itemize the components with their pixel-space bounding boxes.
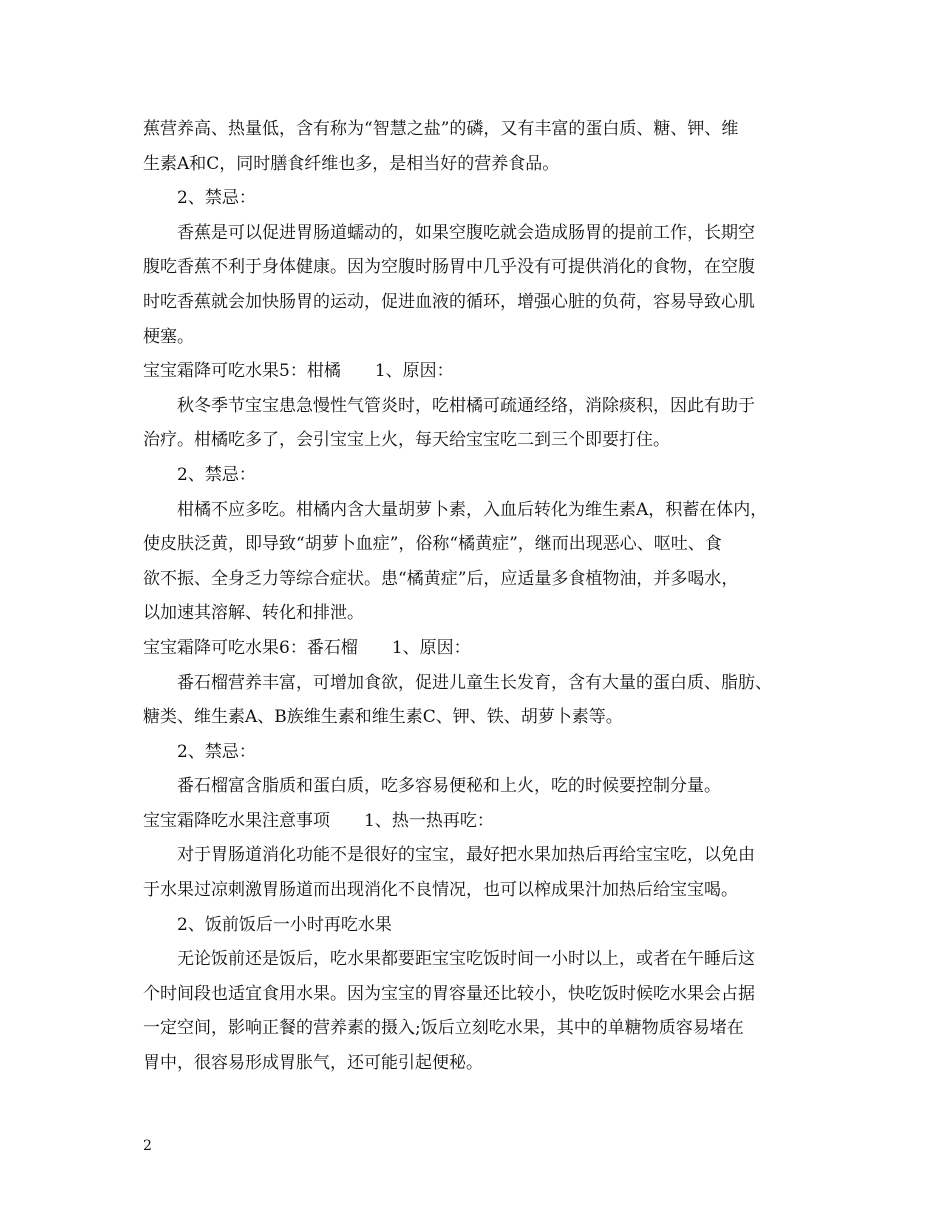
text-line: 无论饭前还是饭后，吃水果都要距宝宝吃饭时间一小时以上，或者在午睡后这 [177, 949, 755, 970]
text-line: 以加速其溶解、转化和排泄。 [143, 603, 364, 624]
text-line: 2、禁忌： [177, 464, 256, 485]
text-line: 秋冬季节宝宝患急慢性气管炎时，吃柑橘可疏通经络，消除痰积，因此有助于 [177, 395, 755, 416]
text-line: 于水果过凉刺激胃肠道而出现消化不良情况，也可以榨成果汁加热后给宝宝喝。 [143, 880, 738, 901]
text-line: 2、饭前饭后一小时再吃水果 [177, 914, 392, 935]
text-line: 2、禁忌： [177, 741, 256, 762]
text-line: 治疗。柑橘吃多了，会引宝宝上火，每天给宝宝吃二到三个即要打住。 [143, 430, 670, 451]
text-line: 个时间段也适宜食用水果。因为宝宝的胃容量还比较小，快吃饭时候吃水果会占据 [143, 983, 755, 1004]
document-body [143, 112, 833, 1081]
text-line: 宝宝霜降可吃水果6：番石榴 1、原因： [143, 637, 471, 658]
text-line: 对于胃肠道消化功能不是很好的宝宝，最好把水果加热后再给宝宝吃，以免由 [177, 845, 755, 866]
text-line: 2、禁忌： [177, 188, 256, 209]
text-line: 胃中，很容易形成胃胀气，还可能引起便秘。 [143, 1053, 483, 1074]
text-line: 番石榴营养丰富，可增加食欲，促进儿童生长发育，含有大量的蛋白质、脂肪、 [177, 672, 772, 693]
text-line: 蕉营养高、热量低，含有称为“智慧之盐”的磷，又有丰富的蛋白质、糖、钾、维 [143, 119, 739, 139]
text-line: 生素A和C，同时膳食纤维也多，是相当好的营养食品。 [143, 153, 560, 174]
text-line: 柑橘不应多吃。柑橘内含大量胡萝卜素，入血后转化为维生素A，积蓄在体内， [177, 499, 768, 520]
text-line: 宝宝霜降吃水果注意事项 1、热一热再吃： [143, 810, 494, 831]
text-line: 宝宝霜降可吃水果5：柑橘 1、原因： [143, 361, 454, 382]
text-line: 一定空间，影响正餐的营养素的摄入;饭后立刻吃水果，其中的单糖物质容易堵在 [143, 1018, 744, 1039]
text-line: 梗塞。 [143, 326, 194, 347]
text-line: 番石榴富含脂质和蛋白质，吃多容易便秘和上火，吃的时候要控制分量。 [177, 776, 721, 797]
text-line: 时吃香蕉就会加快肠胃的运动，促进血液的循环，增强心脏的负荷，容易导致心肌 [143, 291, 755, 312]
text-line: 欲不振、全身乏力等综合症状。患“橘黄症”后，应适量多食植物油，并多喝水， [143, 568, 739, 589]
page-number: 2 [143, 1138, 152, 1154]
text-line: 使皮肤泛黄，即导致“胡萝卜血症”，俗称“橘黄症”，继而出现恶心、呕吐、食 [143, 534, 722, 555]
text-line: 香蕉是可以促进胃肠道蠕动的，如果空腹吃就会造成肠胃的提前工作，长期空 [177, 222, 755, 243]
text-line: 腹吃香蕉不利于身体健康。因为空腹时肠胃中几乎没有可提供消化的食物，在空腹 [143, 257, 755, 278]
text-line: 糖类、维生素A、B族维生素和维生素C、钾、铁、胡萝卜素等。 [143, 707, 623, 728]
